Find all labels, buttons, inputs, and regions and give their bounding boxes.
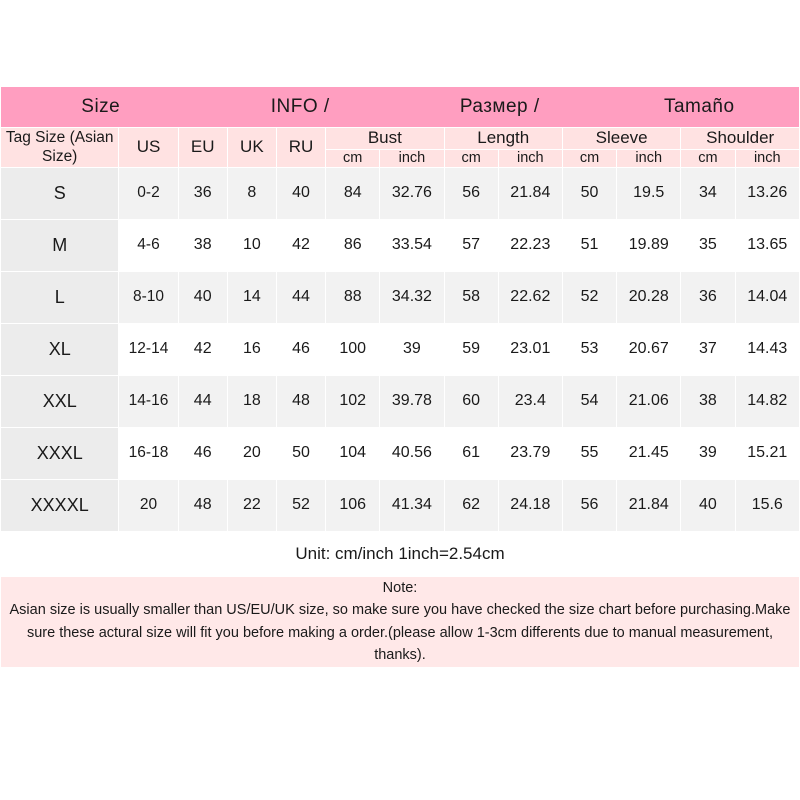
cell-eu: 46 [178, 427, 227, 479]
cell-us: 12-14 [119, 323, 178, 375]
table-row [1, 427, 800, 479]
size-chart-table [0, 86, 800, 668]
cell-us: 4-6 [119, 219, 178, 271]
banner-item-info: INFO / [270, 96, 330, 117]
header-group-shoulder: Shoulder [681, 128, 800, 150]
cell-shoulder-cm: 35 [681, 219, 735, 271]
cell-tag: S [1, 167, 119, 219]
cell-eu: 42 [178, 323, 227, 375]
header-row-1 [1, 128, 800, 150]
table-row [1, 167, 800, 219]
header-group-bust: Bust [326, 128, 444, 150]
header-group-length: Length [444, 128, 562, 150]
cell-length-inch: 21.84 [498, 167, 562, 219]
cell-eu: 44 [178, 375, 227, 427]
header-length-inch: inch [498, 149, 562, 167]
header-ru: RU [276, 128, 325, 168]
cell-us: 14-16 [119, 375, 178, 427]
cell-tag: L [1, 271, 119, 323]
unit-row [1, 531, 800, 576]
header-shoulder-inch: inch [735, 149, 799, 167]
cell-eu: 38 [178, 219, 227, 271]
cell-sleeve-inch: 19.5 [617, 167, 681, 219]
cell-eu: 48 [178, 479, 227, 531]
cell-us: 16-18 [119, 427, 178, 479]
cell-shoulder-cm: 34 [681, 167, 735, 219]
cell-sleeve-cm: 53 [562, 323, 616, 375]
cell-ru: 46 [276, 323, 325, 375]
header-sleeve-inch: inch [617, 149, 681, 167]
cell-shoulder-cm: 39 [681, 427, 735, 479]
cell-uk: 22 [227, 479, 276, 531]
cell-length-cm: 59 [444, 323, 498, 375]
cell-us: 0-2 [119, 167, 178, 219]
cell-sleeve-inch: 20.28 [617, 271, 681, 323]
cell-bust-inch: 40.56 [380, 427, 444, 479]
cell-bust-cm: 88 [326, 271, 380, 323]
cell-ru: 42 [276, 219, 325, 271]
cell-shoulder-cm: 36 [681, 271, 735, 323]
banner-row [1, 87, 800, 128]
cell-uk: 10 [227, 219, 276, 271]
table-row [1, 271, 800, 323]
cell-sleeve-inch: 20.67 [617, 323, 681, 375]
cell-shoulder-cm: 37 [681, 323, 735, 375]
banner-item-razmer: Размер / [459, 96, 540, 117]
cell-bust-cm: 104 [326, 427, 380, 479]
banner-item-tamano: Tamaño [663, 96, 735, 117]
cell-bust-cm: 100 [326, 323, 380, 375]
cell-uk: 16 [227, 323, 276, 375]
cell-bust-inch: 32.76 [380, 167, 444, 219]
cell-uk: 14 [227, 271, 276, 323]
cell-sleeve-cm: 56 [562, 479, 616, 531]
cell-bust-inch: 34.32 [380, 271, 444, 323]
cell-length-cm: 56 [444, 167, 498, 219]
cell-shoulder-cm: 38 [681, 375, 735, 427]
cell-ru: 50 [276, 427, 325, 479]
cell-ru: 40 [276, 167, 325, 219]
cell-sleeve-inch: 19.89 [617, 219, 681, 271]
header-tag-size: Tag Size (Asian Size) [1, 128, 119, 168]
cell-sleeve-inch: 21.45 [617, 427, 681, 479]
cell-tag: XL [1, 323, 119, 375]
cell-shoulder-inch: 15.21 [735, 427, 799, 479]
unit-note: Unit: cm/inch 1inch=2.54cm [1, 531, 800, 576]
header-group-sleeve: Sleeve [562, 128, 680, 150]
cell-uk: 8 [227, 167, 276, 219]
cell-length-cm: 57 [444, 219, 498, 271]
header-shoulder-cm: cm [681, 149, 735, 167]
cell-us: 8-10 [119, 271, 178, 323]
table-row [1, 219, 800, 271]
header-length-cm: cm [444, 149, 498, 167]
cell-sleeve-inch: 21.84 [617, 479, 681, 531]
cell-bust-inch: 41.34 [380, 479, 444, 531]
header-eu: EU [178, 128, 227, 168]
cell-length-cm: 60 [444, 375, 498, 427]
header-sleeve-cm: cm [562, 149, 616, 167]
note-body: Asian size is usually smaller than US/EU/UK size, so make sure you have checked the size chart before purchasing.Make sure these actural size will fit you before making a order.(please allow 1-3cm differents due to manual measurement, thanks). [9, 602, 791, 664]
table-row [1, 323, 800, 375]
cell-length-inch: 22.23 [498, 219, 562, 271]
cell-bust-cm: 106 [326, 479, 380, 531]
cell-shoulder-inch: 15.6 [735, 479, 799, 531]
cell-length-inch: 24.18 [498, 479, 562, 531]
note-cell [1, 576, 800, 667]
cell-ru: 52 [276, 479, 325, 531]
cell-bust-cm: 102 [326, 375, 380, 427]
cell-bust-cm: 86 [326, 219, 380, 271]
header-uk: UK [227, 128, 276, 168]
cell-shoulder-inch: 13.26 [735, 167, 799, 219]
cell-length-cm: 58 [444, 271, 498, 323]
cell-tag: M [1, 219, 119, 271]
cell-shoulder-inch: 14.82 [735, 375, 799, 427]
cell-sleeve-inch: 21.06 [617, 375, 681, 427]
cell-length-inch: 22.62 [498, 271, 562, 323]
header-bust-inch: inch [380, 149, 444, 167]
cell-sleeve-cm: 54 [562, 375, 616, 427]
cell-sleeve-cm: 55 [562, 427, 616, 479]
cell-eu: 40 [178, 271, 227, 323]
table-row [1, 479, 800, 531]
cell-us: 20 [119, 479, 178, 531]
cell-length-inch: 23.4 [498, 375, 562, 427]
header-bust-cm: cm [326, 149, 380, 167]
cell-shoulder-inch: 13.65 [735, 219, 799, 271]
cell-sleeve-cm: 51 [562, 219, 616, 271]
table-row [1, 375, 800, 427]
cell-uk: 20 [227, 427, 276, 479]
banner [1, 87, 800, 128]
size-chart [0, 86, 800, 668]
cell-ru: 44 [276, 271, 325, 323]
note-row [1, 576, 800, 667]
cell-bust-inch: 39 [380, 323, 444, 375]
cell-shoulder-cm: 40 [681, 479, 735, 531]
cell-tag: XXXL [1, 427, 119, 479]
cell-uk: 18 [227, 375, 276, 427]
cell-length-cm: 62 [444, 479, 498, 531]
cell-bust-inch: 33.54 [380, 219, 444, 271]
cell-ru: 48 [276, 375, 325, 427]
cell-eu: 36 [178, 167, 227, 219]
cell-tag: XXXXL [1, 479, 119, 531]
banner-item-size: Size [81, 96, 121, 117]
cell-sleeve-cm: 52 [562, 271, 616, 323]
cell-shoulder-inch: 14.04 [735, 271, 799, 323]
cell-tag: XXL [1, 375, 119, 427]
header-us: US [119, 128, 178, 168]
cell-sleeve-cm: 50 [562, 167, 616, 219]
cell-bust-cm: 84 [326, 167, 380, 219]
note-title: Note: [382, 579, 418, 596]
cell-bust-inch: 39.78 [380, 375, 444, 427]
cell-length-inch: 23.01 [498, 323, 562, 375]
cell-length-cm: 61 [444, 427, 498, 479]
cell-shoulder-inch: 14.43 [735, 323, 799, 375]
cell-length-inch: 23.79 [498, 427, 562, 479]
